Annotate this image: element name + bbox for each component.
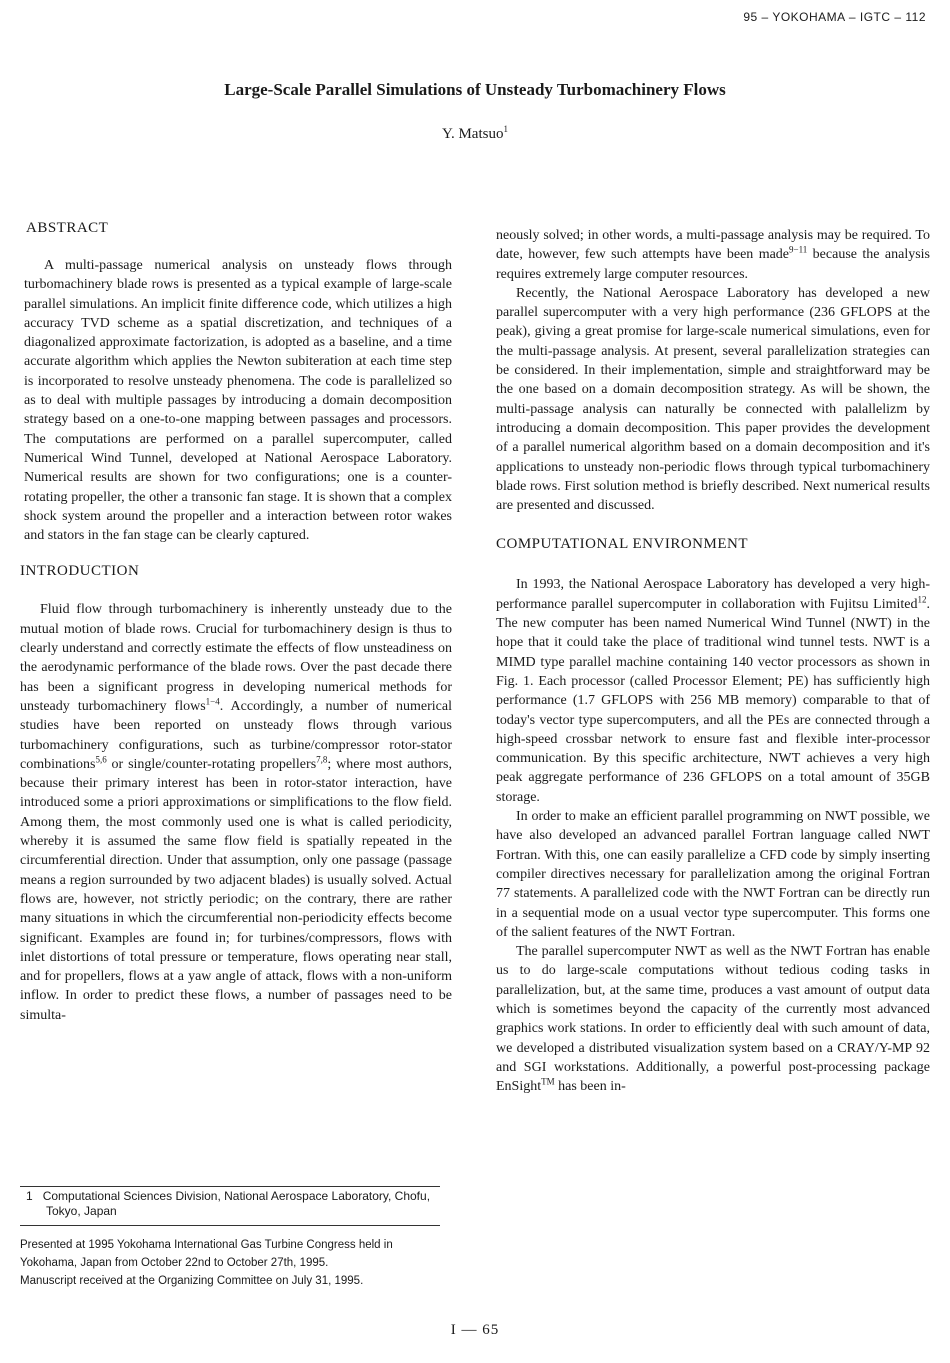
citation: 12 <box>917 594 927 605</box>
author-affiliation-mark: 1 <box>503 124 508 134</box>
right-column <box>496 226 930 1096</box>
computational-environment-heading: COMPUTATIONAL ENVIRONMENT <box>496 536 748 553</box>
manuscript-received: Manuscript received at the Organizing Committee on July 31, 1995. <box>20 1275 364 1287</box>
page-number: I — 65 <box>450 1322 500 1338</box>
computational-environment-paragraph-3: The parallel supercomputer NWT as well as the NWT Fortran has enable us to do large-scale computations without tedious coding tasks in parallelization, but, at the same time, produces a vast amount of output data which is sometimes beyond the capacity of the currently most advanced graphics work stations. In order to efficiently deal with such amount of data, we developed a distributed visualization system based on a CRAY/Y-MP 92 and SGI workstations. Additionally, a powerful post-processing package EnSight™ has been in- <box>496 944 930 1095</box>
introduction-heading: INTRODUCTION <box>20 563 140 580</box>
presented-at: Presented at 1995 Yokohama International Gas Turbine Congress held in Yokohama, Japan from October 22nd to October 27th, 1995. <box>20 1239 393 1269</box>
computational-environment-paragraph-2: In order to make an efficient parallel programming on NWT possible, we have also developed an advanced parallel Fortran language called NWT Fortran. With this, one can easily parallelize a CFD code by simply inserting compiler directives necessary for parallelization among the original Fortran 77 statements. A parallelized code with the NWT Fortran can be directly run in a sequential mode on a usual vector type supercomputer. This forms one of the salient features of the NWT Fortran. <box>496 809 930 940</box>
presentation-note <box>20 1236 442 1290</box>
introduction-paragraph-2: Recently, the National Aerospace Laboratory has developed a new parallel supercomputer with a very high performance (236 GFLOPS at the peak), giving a great promise for large-scale numerical simulations, even for the multi-passage analysis. At present, several parallelization strategies can be considered. In their implementation, simple and straightforward may be the one based on a domain decomposition strategy. As will be shown, the multi-passage analysis can naturally be connected with palallelizm by introducing a domain decomposition. This paper provides the development of a parallel numerical algorithm based on a domain decomposition and it's applications to unsteady non-periodic flows through typical turbomachinery blade rows. First solution method is briefly described. Next numerical results are presented and discussed. <box>496 285 930 514</box>
citation: 9−11 <box>789 244 808 255</box>
abstract-heading: ABSTRACT <box>26 220 109 236</box>
citation: 7,8 <box>316 754 328 765</box>
left-column <box>20 220 452 1025</box>
introduction-paragraph-1-continued: neously solved; in other words, a multi-passage analysis may be required. To date, however, few such attempts have been made$^{9-11}$ because the analysis requires extremely large computer resources. <box>496 228 930 282</box>
paper-title: Large-Scale Parallel Simulations of Unsteady Turbomachinery Flows <box>224 80 726 99</box>
affiliation-footnote: 1 Computational Sciences Division, National Aerospace Laboratory, Chofu, Tokyo, Japan <box>26 1189 431 1218</box>
footnote-area <box>20 1186 442 1290</box>
citation: 5,6 <box>95 754 107 765</box>
citation: 1−4 <box>205 696 220 707</box>
footnote-rule-bottom <box>20 1225 440 1226</box>
computational-environment-paragraph-1: In 1993, the National Aerospace Laboratory has developed a very high-performance parallel supercomputer in collaboration with Fujitsu Limited$^{12}$. The new computer has been named Numerical Wind Tunnel (NWT) in the hope that it could take the place of traditional wind tunnel tests. NWT is a MIMD type parallel machine containing 140 vector processors as shown in Fig. 1. Each processor (called Processor Element; PE) has sufficiently high performance (1.7 GFLOPS with 256 MB memory) comparable to that of today's vector type supercomputers, and all the PEs are connected through a high-speed crossbar network to ensure fast and flexible inter-processor communication. By this specific architecture, NWT achieves a very high peak aggregate performance of 236 GFLOPS on a total amount of 35GB storage. <box>496 577 930 805</box>
abstract-text: A multi-passage numerical analysis on unsteady flows through turbomachinery blade rows is presented as a typical example of large-scale parallel simulations. An implicit finite difference code, which utilizes a high accuracy TVD scheme as a spatial discretization, and techniques of a diagonalized approximate factorization, is adopted as a baseline, and a time accurate algorithm which applies the Newton subiteration at each time step is incorporated to resolve unsteady phenomena. The code is parallelized so as to deal with multiple passages by introducing a domain decomposition strategy based on a one-to-one mapping between passages and processors. The computations are performed on a parallel supercomputer, called Numerical Wind Tunnel, developed at National Aerospace Laboratory. Numerical results are shown for two configurations; one is a counter-rotating propeller, the other a transonic fan stage. It is shown that a complex shock system around the propeller and a interaction between rotor wakes and stators in the fan stage can be clearly captured. <box>24 258 452 544</box>
trademark-mark: TM <box>541 1076 555 1087</box>
conference-reference: 95 – YOKOHAMA – IGTC – 112 <box>743 10 926 24</box>
author-line <box>0 124 950 143</box>
author-name: Y. Matsuo <box>442 126 504 142</box>
introduction-paragraph-1: Fluid flow through turbomachinery is inherently unsteady due to the mutual motion of blade rows. Crucial for turbomachinery design is thus to clearly understand and correctly estimate the effects of flow unsteadiness on the aerodynamic performance of the blade rows. Over the past decade there has been a significant progress in developing numerical methods for unsteady turbomachinery flows$^{1-4}$. Accordingly, a number of numerical studies have been reported on unsteady flows through various turbomachinery configurations, such as turbine/compressor rotor-stator combinations$^{5,6}$ or single/counter-rotating propellers$^{7,8}$; where most authors, because their primary interest has been in rotor-stator interaction, have introduced some a priori approximations or simplifications to the flow field. Among them, the most commonly used one is what is called periodicity, whereby it is assumed the same flow field is spatially repeated in the circumferential direction. Under that assumption, only one passage (passage means a region surrounded by two adjacent blades) is usually solved. Actual flows are, however, not strictly periodic; on the contrary, there are rather many situations in which the circumferential non-periodicity effects become significant. Examples are found in; for turbines/compressors, flows with inlet distortions of total pressure or temperature, flows operating near stall, and for propellers, flows at a yaw angle of attack, flows with a non-uniform inflow. In order to predict these flows, a number of passages need to be simulta- <box>20 602 452 1023</box>
footnote-rule <box>20 1186 440 1187</box>
